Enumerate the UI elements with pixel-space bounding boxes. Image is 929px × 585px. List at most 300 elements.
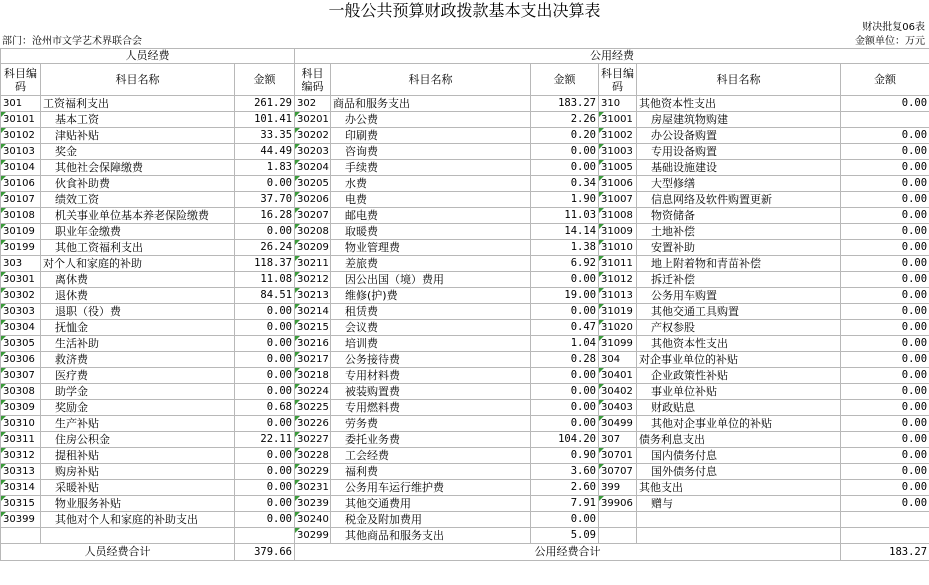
subject-code: 30313 [1,464,41,480]
amount-value: 0.00 [235,336,295,352]
subject-name: 培训费 [331,336,531,352]
amount-value: 22.11 [235,432,295,448]
subject-code [599,512,637,528]
amount-header: 金额 [235,64,295,96]
subject-code: 303 [1,256,41,272]
subject-name: 机关事业单位基本养老保险缴费 [41,208,235,224]
amount-value: 11.08 [235,272,295,288]
public-total-label: 公用经费合计 [295,544,841,561]
table-row [1,432,929,448]
amount-value: 0.00 [235,352,295,368]
amount-value: 118.37 [235,256,295,272]
subject-name: 其他资本性支出 [637,96,841,112]
subject-name: 其他工资福利支出 [41,240,235,256]
subject-name: 水费 [331,176,531,192]
subject-name: 信息网络及软件购置更新 [637,192,841,208]
amount-value: 3.60 [531,464,599,480]
subject-name: 其他商品和服务支出 [331,528,531,544]
subject-name: 住房公积金 [41,432,235,448]
table-row [1,128,929,144]
subject-name: 手续费 [331,160,531,176]
amount-value: 0.00 [531,304,599,320]
subject-name: 办公设备购置 [637,128,841,144]
table-row [1,256,929,272]
table-row [1,144,929,160]
subject-name: 其他社会保障缴费 [41,160,235,176]
subject-code: 31008 [599,208,637,224]
subject-code: 30101 [1,112,41,128]
subject-code: 30214 [295,304,331,320]
subject-code: 30199 [1,240,41,256]
amount-value: 0.00 [841,448,929,464]
subject-name: 生活补助 [41,336,235,352]
subject-code: 30104 [1,160,41,176]
subject-code: 31019 [599,304,637,320]
table-row [1,496,929,512]
subject-name: 物业服务补贴 [41,496,235,512]
amount-value: 0.00 [841,432,929,448]
subject-name: 离休费 [41,272,235,288]
subject-name: 财政贴息 [637,400,841,416]
name-header: 科目名称 [331,64,531,96]
amount-value: 0.00 [841,416,929,432]
subject-name: 助学金 [41,384,235,400]
subject-name: 税金及附加费用 [331,512,531,528]
name-header: 科目名称 [637,64,841,96]
amount-value [235,528,295,544]
subject-code: 30205 [295,176,331,192]
subject-name: 其他对个人和家庭的补助支出 [41,512,235,528]
amount-value: 0.00 [531,400,599,416]
subject-code: 30204 [295,160,331,176]
subject-code: 30499 [599,416,637,432]
amount-value: 84.51 [235,288,295,304]
subject-name: 专用设备购置 [637,144,841,160]
subject-code: 302 [295,96,331,112]
subject-code: 30212 [295,272,331,288]
subject-name: 安置补助 [637,240,841,256]
expenditure-table [0,48,929,561]
subject-code: 30701 [599,448,637,464]
subject-name: 差旅费 [331,256,531,272]
subject-name: 伙食补助费 [41,176,235,192]
amount-value: 26.24 [235,240,295,256]
subject-code: 30202 [295,128,331,144]
subject-name: 债务利息支出 [637,432,841,448]
subject-code: 30403 [599,400,637,416]
amount-value: 261.29 [235,96,295,112]
table-row [1,464,929,480]
subject-code: 31003 [599,144,637,160]
report-title: 一般公共预算财政拨款基本支出决算表 [328,1,601,20]
subject-name: 取暖费 [331,224,531,240]
amount-value [841,528,929,544]
subject-name: 退休费 [41,288,235,304]
table-row [1,304,929,320]
amount-value: 0.00 [841,256,929,272]
subject-code: 31009 [599,224,637,240]
subject-name: 工会经费 [331,448,531,464]
subject-code: 31011 [599,256,637,272]
amount-value: 2.60 [531,480,599,496]
subject-code: 31005 [599,160,637,176]
table-row [1,272,929,288]
public-group-header: 公用经费 [295,49,929,64]
subject-code: 307 [599,432,637,448]
subject-name: 提租补贴 [41,448,235,464]
public-total-value: 183.27 [841,544,929,561]
subject-code [1,528,41,544]
subject-code: 30201 [295,112,331,128]
amount-value: 0.00 [531,384,599,400]
table-row [1,192,929,208]
amount-value: 19.00 [531,288,599,304]
subject-code: 30402 [599,384,637,400]
code-header: 科目编码 [599,64,637,96]
subject-name: 专用材料费 [331,368,531,384]
amount-value: 0.00 [235,176,295,192]
amount-value: 0.00 [841,240,929,256]
subject-code: 30231 [295,480,331,496]
amount-value: 0.00 [841,224,929,240]
subject-name: 抚恤金 [41,320,235,336]
amount-value: 0.00 [841,464,929,480]
table-row [1,528,929,544]
amount-value: 0.00 [841,96,929,112]
amount-value: 11.03 [531,208,599,224]
subject-name: 生产补贴 [41,416,235,432]
table-row [1,368,929,384]
amount-value: 7.91 [531,496,599,512]
table-row [1,352,929,368]
unit-label: 金额单位：万元 [855,36,925,47]
subject-name: 购房补贴 [41,464,235,480]
subject-code: 30305 [1,336,41,352]
amount-value: 0.00 [841,368,929,384]
subject-name: 维修(护)费 [331,288,531,304]
amount-value: 0.00 [235,224,295,240]
subject-code: 30315 [1,496,41,512]
subject-name: 对个人和家庭的补助 [41,256,235,272]
subject-name: 职业年金缴费 [41,224,235,240]
subject-code: 30224 [295,384,331,400]
subject-name: 商品和服务支出 [331,96,531,112]
subject-name: 电费 [331,192,531,208]
subject-name: 绩效工资 [41,192,235,208]
subject-name: 基本工资 [41,112,235,128]
subject-name: 被装购置费 [331,384,531,400]
amount-value: 0.00 [235,448,295,464]
table-row [1,416,929,432]
subject-code: 30309 [1,400,41,416]
subject-name: 采暖补贴 [41,480,235,496]
subject-code: 30211 [295,256,331,272]
amount-value: 0.00 [531,512,599,528]
subject-code: 30301 [1,272,41,288]
subject-code: 31020 [599,320,637,336]
subject-name: 公务用车购置 [637,288,841,304]
amount-value: 0.00 [531,368,599,384]
amount-value: 183.27 [531,96,599,112]
amount-value: 0.00 [841,208,929,224]
amount-value: 6.92 [531,256,599,272]
amount-value [841,112,929,128]
amount-value: 0.00 [841,144,929,160]
subject-code: 30707 [599,464,637,480]
subject-code: 30311 [1,432,41,448]
column-header-row [1,64,929,96]
subject-name: 咨询费 [331,144,531,160]
subject-name: 其他交通工具购置 [637,304,841,320]
subject-name: 邮电费 [331,208,531,224]
personnel-group-header: 人员经费 [1,49,295,64]
amount-value: 0.00 [235,496,295,512]
subject-code: 30306 [1,352,41,368]
subject-name: 物资储备 [637,208,841,224]
subject-name: 大型修缮 [637,176,841,192]
amount-value: 0.00 [841,320,929,336]
subject-name: 其他资本性支出 [637,336,841,352]
amount-value: 0.90 [531,448,599,464]
subject-code: 30107 [1,192,41,208]
subject-code: 30314 [1,480,41,496]
subject-code: 30102 [1,128,41,144]
subject-name: 其他交通费用 [331,496,531,512]
subject-code: 31007 [599,192,637,208]
subject-name: 房屋建筑物购建 [637,112,841,128]
amount-value: 0.28 [531,352,599,368]
amount-value: 44.49 [235,144,295,160]
amount-value: 0.00 [841,160,929,176]
amount-value: 0.00 [235,512,295,528]
subject-name: 公务用车运行维护费 [331,480,531,496]
amount-value: 0.00 [235,480,295,496]
code-header: 科目编码 [1,64,41,96]
amount-value: 2.26 [531,112,599,128]
subject-code: 30225 [295,400,331,416]
subject-code: 304 [599,352,637,368]
amount-value: 0.00 [841,352,929,368]
amount-value: 0.00 [841,288,929,304]
subject-code: 30304 [1,320,41,336]
subject-code: 30312 [1,448,41,464]
subject-code: 30310 [1,416,41,432]
subject-name: 物业管理费 [331,240,531,256]
amount-header: 金额 [841,64,929,96]
subject-name: 公务接待费 [331,352,531,368]
subject-name: 办公费 [331,112,531,128]
amount-value: 0.00 [841,480,929,496]
amount-value: 0.00 [235,464,295,480]
subject-name: 会议费 [331,320,531,336]
subject-code: 30307 [1,368,41,384]
table-row [1,224,929,240]
subject-name: 其他支出 [637,480,841,496]
subject-code: 30106 [1,176,41,192]
subject-code: 30299 [295,528,331,544]
totals-row [1,544,929,561]
subject-code: 31002 [599,128,637,144]
subject-code: 31001 [599,112,637,128]
subject-code: 30229 [295,464,331,480]
table-row [1,480,929,496]
amount-value: 0.00 [841,304,929,320]
amount-value: 0.47 [531,320,599,336]
subject-name: 拆迁补偿 [637,272,841,288]
table-row [1,240,929,256]
subject-code: 39906 [599,496,637,512]
amount-value: 1.38 [531,240,599,256]
amount-value: 0.00 [841,384,929,400]
amount-value: 5.09 [531,528,599,544]
amount-value: 0.00 [235,416,295,432]
amount-value: 1.04 [531,336,599,352]
subject-name: 基础设施建设 [637,160,841,176]
subject-code: 30216 [295,336,331,352]
subject-name: 救济费 [41,352,235,368]
amount-value: 37.70 [235,192,295,208]
subject-code: 30303 [1,304,41,320]
amount-value: 0.00 [841,496,929,512]
amount-value: 0.00 [235,320,295,336]
subject-name: 奖金 [41,144,235,160]
subject-code: 301 [1,96,41,112]
amount-value: 33.35 [235,128,295,144]
subject-name: 国内债务付息 [637,448,841,464]
subject-code: 31006 [599,176,637,192]
amount-value: 0.20 [531,128,599,144]
table-row [1,512,929,528]
amount-value: 0.34 [531,176,599,192]
amount-value: 0.00 [531,416,599,432]
table-row [1,320,929,336]
subject-code: 30108 [1,208,41,224]
subject-name: 奖励金 [41,400,235,416]
table-row [1,160,929,176]
amount-value: 0.00 [531,160,599,176]
department-label: 部门：沧州市文学艺术界联合会 [2,36,142,47]
subject-code: 31099 [599,336,637,352]
subject-code: 30218 [295,368,331,384]
subject-name: 对企事业单位的补贴 [637,352,841,368]
name-header: 科目名称 [41,64,235,96]
subject-code: 30109 [1,224,41,240]
amount-value: 0.00 [235,384,295,400]
subject-code: 31013 [599,288,637,304]
subject-name: 委托业务费 [331,432,531,448]
subject-name: 工资福利支出 [41,96,235,112]
group-header-row [1,49,929,64]
table-row [1,384,929,400]
subject-name: 医疗费 [41,368,235,384]
subject-code [599,528,637,544]
table-row [1,96,929,112]
amount-value: 0.00 [841,192,929,208]
subject-name: 国外债务付息 [637,464,841,480]
subject-code: 310 [599,96,637,112]
amount-value: 0.00 [841,128,929,144]
amount-value: 0.00 [841,400,929,416]
subject-code: 30401 [599,368,637,384]
subject-name: 企业政策性补贴 [637,368,841,384]
subject-code: 30239 [295,496,331,512]
subject-code: 30228 [295,448,331,464]
amount-value: 0.00 [235,304,295,320]
amount-value: 0.00 [841,176,929,192]
subject-name: 退职（役）费 [41,304,235,320]
amount-value: 0.00 [235,368,295,384]
subject-name: 专用燃料费 [331,400,531,416]
subject-name: 福利费 [331,464,531,480]
table-row [1,288,929,304]
table-row [1,400,929,416]
subject-code: 30207 [295,208,331,224]
subject-name: 租赁费 [331,304,531,320]
table-row [1,336,929,352]
subject-code: 30208 [295,224,331,240]
amount-value: 0.00 [841,336,929,352]
amount-value: 16.28 [235,208,295,224]
table-row [1,208,929,224]
subject-name [41,528,235,544]
amount-value: 1.83 [235,160,295,176]
subject-name [637,512,841,528]
amount-value: 101.41 [235,112,295,128]
subject-code: 30399 [1,512,41,528]
subject-code: 30240 [295,512,331,528]
subject-code: 30213 [295,288,331,304]
subject-name: 土地补偿 [637,224,841,240]
amount-value [841,512,929,528]
amount-value: 14.14 [531,224,599,240]
code-header: 科目编码 [295,64,331,96]
subject-code: 30217 [295,352,331,368]
subject-code: 30227 [295,432,331,448]
subject-code: 30103 [1,144,41,160]
subject-name: 其他对企事业单位的补贴 [637,416,841,432]
subject-code: 399 [599,480,637,496]
subject-code: 30302 [1,288,41,304]
amount-value: 104.20 [531,432,599,448]
table-row [1,112,929,128]
subject-code: 30308 [1,384,41,400]
subject-name: 因公出国（境）费用 [331,272,531,288]
amount-value: 0.68 [235,400,295,416]
personnel-total-value: 379.66 [235,544,295,561]
subject-code: 30206 [295,192,331,208]
subject-code: 30209 [295,240,331,256]
subject-code: 31010 [599,240,637,256]
form-code: 财决批复06表 [862,22,925,33]
amount-value: 0.00 [841,272,929,288]
subject-code: 30215 [295,320,331,336]
amount-header: 金额 [531,64,599,96]
amount-value: 0.00 [531,144,599,160]
subject-name: 地上附着物和青苗补偿 [637,256,841,272]
subject-name: 印刷费 [331,128,531,144]
subject-name: 事业单位补贴 [637,384,841,400]
subject-name [637,528,841,544]
subject-code: 30203 [295,144,331,160]
table-row [1,448,929,464]
subject-code: 31012 [599,272,637,288]
personnel-total-label: 人员经费合计 [1,544,235,561]
subject-name: 津贴补贴 [41,128,235,144]
subject-name: 产权参股 [637,320,841,336]
subject-code: 30226 [295,416,331,432]
amount-value: 0.00 [531,272,599,288]
subject-name: 赠与 [637,496,841,512]
